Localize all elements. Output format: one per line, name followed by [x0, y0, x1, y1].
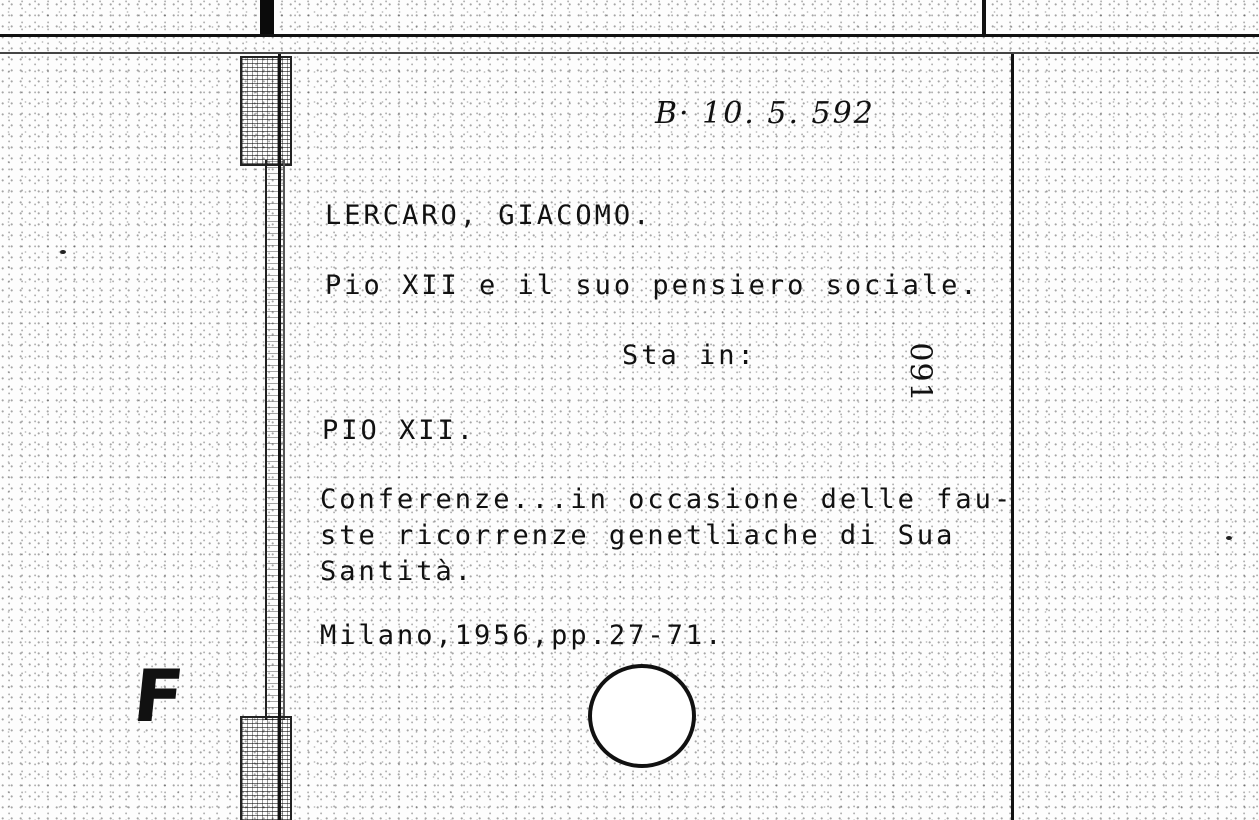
ink-speck	[60, 250, 66, 254]
conference-note-line-3: Santità.	[320, 556, 475, 587]
imprint-line: Milano,1956,pp.27-71.	[320, 620, 725, 651]
margin-stamp-letter: F	[129, 654, 188, 738]
conference-note	[320, 482, 1013, 590]
series-line: PIO XII.	[322, 415, 477, 446]
stamped-side-number: 091	[902, 342, 938, 403]
author-line: LERCARO, GIACOMO.	[325, 200, 653, 231]
previous-card-marker-left	[260, 0, 274, 34]
sta-in-label: Sta in:	[622, 340, 757, 371]
previous-card-marker-right	[982, 0, 986, 34]
handwritten-shelf-mark: B· 10. 5. 592	[655, 96, 875, 131]
ink-speck	[1226, 536, 1232, 540]
title-line: Pio XII e il suo pensiero sociale.	[325, 270, 980, 301]
conference-note-line-2: ste ricorrenze genetliache di Sua	[320, 520, 956, 551]
conference-note-line-1: Conferenze...in occasione delle fau-	[320, 484, 1014, 515]
punched-hole	[588, 664, 696, 768]
top-card-edge	[0, 34, 1259, 37]
